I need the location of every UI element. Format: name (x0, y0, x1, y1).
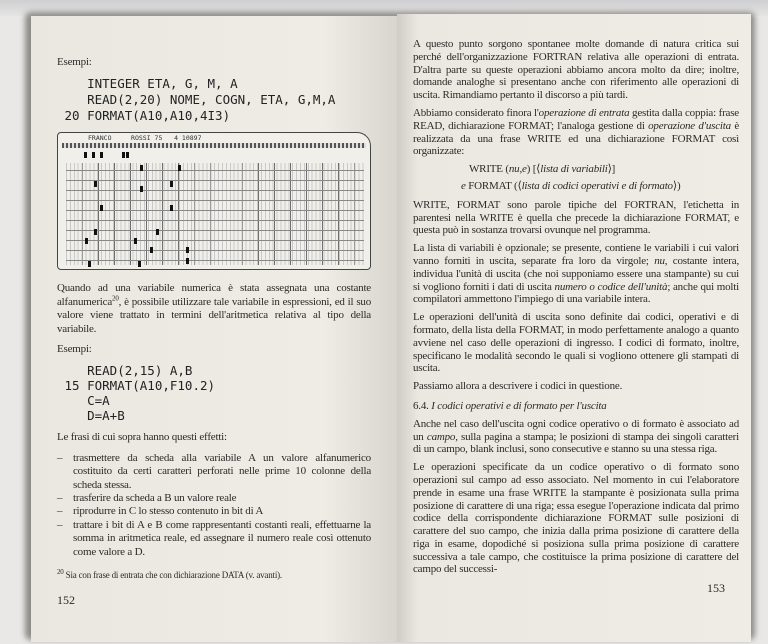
text: nu (654, 254, 665, 267)
list-item: – riprodurre in C lo stesso contenuto in bit di A (57, 505, 371, 518)
text: , costante intera, individua l'unità di uscita (che noi supponiamo essere una stampante) su cui si vogliono forniti i dati di uscita (413, 254, 739, 293)
effects-intro: Le frasi di cui sopra hanno questi effetti: (57, 431, 227, 444)
page-number: 152 (57, 592, 75, 607)
text: ; anche qui molti compilatori ammettono l'impiego di una variabile intera. (413, 280, 739, 306)
text: è realizzata da una frase WRITE ed una dichiarazione FORMAT così organizzate: (413, 119, 740, 158)
text: ⟩) (672, 179, 681, 192)
text: operazione d'uscita (648, 119, 731, 132)
section-title: I codici operativi e di formato per l'uscita (431, 399, 607, 412)
text: Anche nel caso dell'uscita ogni codice operativo o di formato è associato ad un (413, 417, 739, 443)
left-page (31, 16, 397, 642)
examples-label: Esempi: (57, 56, 92, 68)
paragraph-operations: Le operazioni specificate da un codice operativo o di formato sono operazioni sul campo ad esso associato. Nel momento in cui l'elaboratore prende in esame una frase WRITE la stampante è posizionata sulla prima posizione di carattere di una riga; essa esegue l'operazione indicata dal primo codice della corrispondente dichiarazione FORMAT sulle posizioni di carattere del suo campo, che inizia dalla prima posizione di carattere della riga in esame, dopodiché si posiziona sulla prima posizione di carattere successiva a tale campo, che costituisce la prima posizione di carattere del campo del successi- (413, 461, 739, 576)
text: FORMAT (⟨ (465, 179, 522, 192)
paragraph-intro: A questo punto sorgono spontanee molte domande di natura critica sui perché dell'organizzazione FORTRAN relativa alle operazioni di entrata. D'altra parte su queste operazioni abbiamo ancora molto da dire; inoltre, domande analoghe si presentano anche con riferimento alle operazioni di uscita. Rimandiamo pertanto il discorso a più tardi. (413, 38, 739, 102)
text: WRITE ( (469, 163, 509, 176)
examples-label: Esempi: (57, 343, 92, 356)
code-line: C=A (57, 393, 110, 409)
text: campo (426, 430, 456, 443)
footnote-text: Sia con frase di entrata che con dichiarazione DATA (v. avanti). (65, 570, 282, 581)
footnote (57, 569, 371, 582)
list-item: – trasferire da scheda a B un valore reale (57, 492, 371, 505)
paragraph-write-format: WRITE, FORMAT sono parole tipiche del FORTRAN, l'etichetta in parentesi nella WRITE è quella che precede la dichiarazione FORMAT, e questa può in sostanza trovarsi ovunque nel programma. (413, 198, 739, 237)
list-item: – trattare i bit di A e B come rappresentanti costanti reali, effettuarne la somma in aritmetica reale, ed assegnare il numero reale così ottenuto come valore a D. (57, 519, 371, 559)
text: , sulla pagina a stampa; le posizioni di stampa dei singoli caratteri di un campo, blank inclusi, sono consecutive e stanno su una stessa riga. (413, 430, 739, 456)
paragraph-next: Passiamo allora a descrivere i codici in questione. (413, 380, 623, 393)
paragraph-alphanumeric (57, 282, 371, 336)
punch-card-header: FRANCO ROSSI 75 4 10897 (88, 134, 202, 143)
text: , è possibile utilizzare tale variabile in espressioni, ed il suo valore viene trattato in termini dell'aritmetica relativa al tipo della variabile. (57, 295, 371, 335)
text: Abbiamo considerato finora l' (413, 106, 539, 119)
list-item: – trasmettere da scheda alla variabile A un valore alfanumerico costituito da certi caratteri perforati nelle prime 10 colonne della scheda stessa. (57, 452, 371, 492)
code-line: 20 FORMAT(A10,A10,4I3) (57, 108, 231, 124)
right-page (397, 14, 751, 642)
code-line: READ(2,15) A,B (57, 363, 193, 379)
paragraph-write (413, 107, 739, 158)
formula-format (461, 180, 739, 193)
text: operazione di entrata (538, 106, 630, 119)
paragraph-variable-list (413, 242, 739, 306)
text: nu,e (508, 163, 527, 176)
paragraph-field (413, 418, 739, 456)
punch-card-image (57, 132, 371, 270)
text: ⟩] (607, 163, 616, 176)
section-number: 6.4. (413, 399, 429, 412)
punch-card-strip (62, 143, 366, 148)
text: La lista di variabili è opzionale; se presente, contiene le variabili i cui valori vanno forniti in uscita, separate fra loro da virgole; (413, 242, 739, 267)
punch-card-grid (66, 163, 364, 265)
paragraph-output-unit: Le operazioni dell'unità di uscita sono definite dai codici, operativi e di formato, della lista della FORMAT, in modo perfettamente analogo a quanto avviene nel caso delle operazioni di ingresso. I codici di formato, inoltre, specificano le modalità secondo le quali si vogliono ottenere gli stampati di uscita. (413, 311, 739, 375)
code-line: 15 FORMAT(A10,F10.2) (57, 378, 216, 394)
footnote-ref: 20 (112, 294, 119, 303)
code-line: D=A+B (57, 408, 125, 424)
page-number: 153 (707, 581, 725, 596)
code-example-2 (57, 363, 371, 423)
code-line: INTEGER ETA, G, M, A (57, 76, 238, 92)
section-heading (413, 400, 739, 413)
text: gestita dalla coppia: frase READ, dichiarazione FORMAT; l'analoga gestione di (413, 106, 739, 132)
text: Quando ad una variabile numerica è stata assegnata una costante alfanumerica (57, 282, 371, 308)
text: ) [⟨ (526, 163, 541, 176)
code-example-1 (57, 76, 371, 124)
text: e (461, 179, 466, 192)
code-line: READ(2,20) NOME, COGN, ETA, G,M,A (57, 92, 336, 108)
text: lista di codici operativi e di formato (521, 179, 673, 192)
footnote-number: 20 (57, 568, 64, 577)
effects-list (57, 452, 371, 559)
text: lista di variabili (540, 163, 608, 176)
formula-write (469, 163, 739, 176)
text: numero o codice dell'unità (554, 280, 668, 293)
